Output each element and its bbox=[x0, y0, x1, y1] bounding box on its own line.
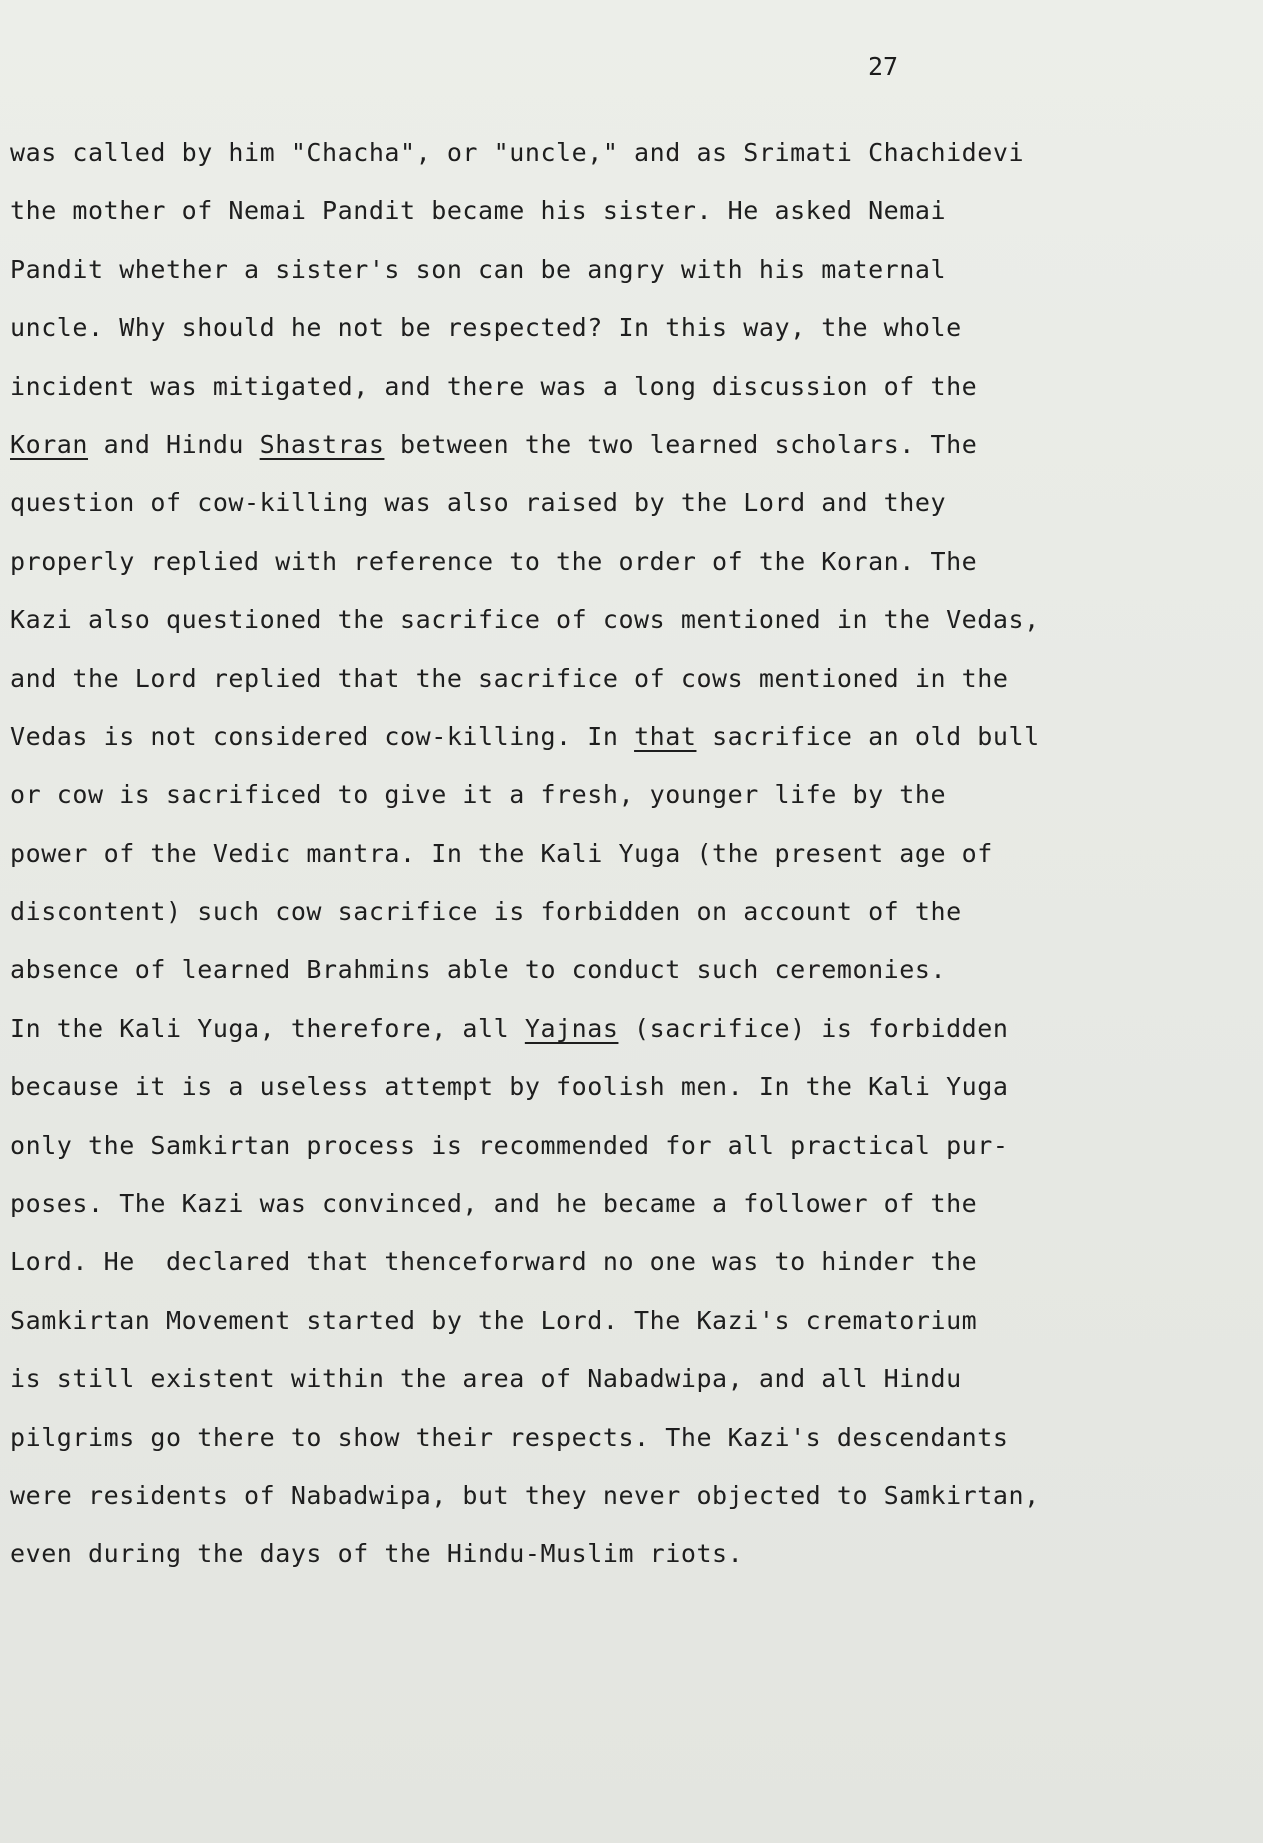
text-line bbox=[10, 1000, 1250, 1058]
text-segment: and Hindu bbox=[88, 429, 260, 459]
text-segment: Samkirtan Movement started by the Lord. The Kazi's crematorium bbox=[10, 1305, 978, 1335]
text-line bbox=[10, 766, 1250, 824]
underlined-term: Shastras bbox=[259, 429, 385, 459]
text-segment: Kazi also questioned the sacrifice of cows mentioned in the Vedas, bbox=[10, 605, 1040, 635]
text-segment: properly replied with reference to the order of the Koran. The bbox=[10, 546, 978, 576]
text-line bbox=[10, 474, 1250, 532]
text-line bbox=[10, 650, 1250, 708]
text-line bbox=[10, 1467, 1250, 1525]
text-line bbox=[10, 883, 1250, 941]
text-line bbox=[10, 1175, 1250, 1233]
text-segment: between the two learned scholars. The bbox=[384, 429, 978, 459]
underlined-term: that bbox=[634, 721, 697, 751]
text-segment: because it is a useless attempt by foolish men. In the Kali Yuga bbox=[10, 1072, 1009, 1102]
text-segment: sacrifice an old bull bbox=[696, 721, 1040, 751]
text-line bbox=[10, 1058, 1250, 1116]
text-segment: power of the Vedic mantra. In the Kali Yuga (the present age of bbox=[10, 838, 993, 868]
text-line bbox=[10, 241, 1250, 299]
text-line bbox=[10, 124, 1250, 182]
text-line bbox=[10, 1409, 1250, 1467]
text-segment: was called by him "Chacha", or "uncle," and as Srimati Chachidevi bbox=[10, 138, 1025, 167]
text-segment: uncle. Why should he not be respected? In this way, the whole bbox=[10, 313, 962, 343]
text-segment: Vedas is not considered cow-killing. In bbox=[10, 721, 635, 751]
text-line bbox=[10, 182, 1250, 240]
underlined-term: Koran bbox=[10, 429, 89, 459]
text-line bbox=[10, 416, 1250, 474]
text-segment: is still existent within the area of Nabadwipa, and all Hindu bbox=[10, 1364, 962, 1394]
text-segment: poses. The Kazi was convinced, and he became a follower of the bbox=[10, 1189, 978, 1219]
text-line bbox=[10, 941, 1250, 999]
text-segment: In the Kali Yuga, therefore, all bbox=[10, 1013, 525, 1043]
underlined-term: Yajnas bbox=[524, 1013, 619, 1043]
text-line bbox=[10, 1292, 1250, 1350]
text-line bbox=[10, 825, 1250, 883]
text-segment: only the Samkirtan process is recommended for all practical pur- bbox=[10, 1130, 1009, 1160]
text-line bbox=[10, 358, 1250, 416]
text-line bbox=[10, 533, 1250, 591]
text-line bbox=[10, 1350, 1250, 1408]
text-line bbox=[10, 1525, 1250, 1583]
text-line bbox=[10, 1117, 1250, 1175]
text-segment: absence of learned Brahmins able to conduct such ceremonies. bbox=[10, 955, 947, 985]
text-segment: the mother of Nemai Pandit became his sister. He asked Nemai bbox=[10, 196, 947, 226]
text-segment: pilgrims go there to show their respects. The Kazi's descendants bbox=[10, 1422, 1009, 1452]
text-segment: were residents of Nabadwipa, but they never objected to Samkirtan, bbox=[10, 1480, 1040, 1510]
text-line bbox=[10, 299, 1250, 357]
text-segment: (sacrifice) is forbidden bbox=[618, 1013, 1009, 1043]
text-line bbox=[10, 1233, 1250, 1291]
text-line bbox=[10, 708, 1250, 766]
text-segment: or cow is sacrificed to give it a fresh, younger life by the bbox=[10, 780, 947, 810]
text-segment: and the Lord replied that the sacrifice of cows mentioned in the bbox=[10, 663, 1009, 693]
text-segment: incident was mitigated, and there was a long discussion of the bbox=[10, 371, 978, 401]
page-number: 27 bbox=[868, 52, 899, 81]
text-segment: Lord. He declared that thenceforward no one was to hinder the bbox=[10, 1247, 978, 1277]
text-segment: discontent) such cow sacrifice is forbidden on account of the bbox=[10, 897, 962, 927]
text-segment: question of cow-killing was also raised by the Lord and they bbox=[10, 488, 947, 518]
text-line bbox=[10, 591, 1250, 649]
body-text bbox=[10, 124, 1250, 1584]
text-segment: Pandit whether a sister's son can be angry with his maternal bbox=[10, 254, 947, 284]
text-segment: even during the days of the Hindu-Muslim riots. bbox=[10, 1539, 744, 1569]
